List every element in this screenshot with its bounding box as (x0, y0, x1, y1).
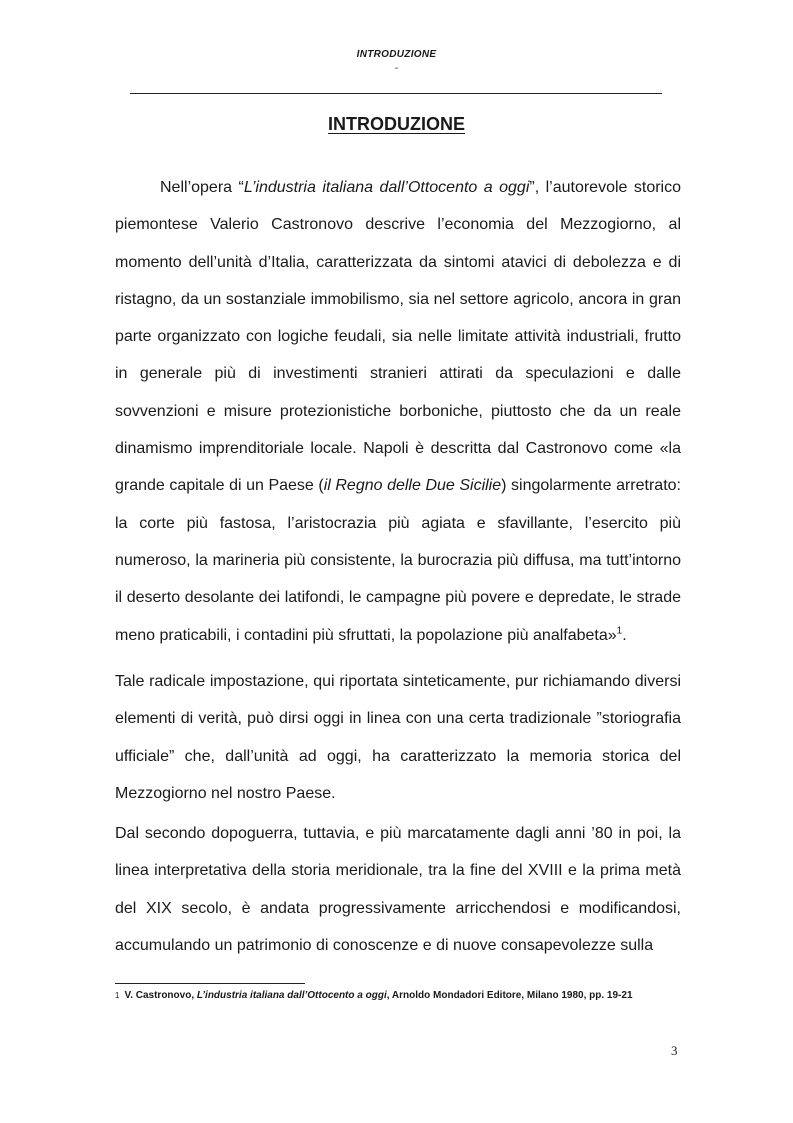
footnote-book-title: L’industria italiana dall’Ottocento a oggi (196, 990, 387, 1001)
running-header-dash: - (394, 63, 399, 74)
p1-book-title: L’industria italiana dall’Ottocento a oggi (243, 179, 530, 196)
footnote-number: 1 (115, 991, 120, 1000)
footnote-reference[interactable]: 1 (616, 625, 623, 637)
running-header-title: INTRODUZIONE (356, 49, 437, 60)
footnote-publication: , Arnoldo Mondadori Editore, Milano 1980, pp. 19-21 (386, 990, 633, 1001)
page-number: 3 (671, 1043, 678, 1058)
p1-text-3: ) singolarmente arretrato: la corte più fastosa, l’aristocrazia più agiata e sfavillante, l’esercito più numeroso, la marineria più consistente, la burocrazia più diffusa, ma tutt’intorno il deserto desolante dei latifondi, le campagne più povere e depredate, le strade meno praticabili, i contadini più sfruttati, la popolazione più analfabeta» (115, 477, 681, 644)
p1-italic-kingdom: il Regno delle Due Sicilie (323, 477, 502, 495)
paragraph-2: Tale radicale impostazione, qui riportata sinteticamente, pur richiamando diversi elementi di verità, può dirsi oggi in linea con una certa tradizionale ”storiografia ufficiale” che, dall’unità ad oggi, ha caratterizzato la memoria storica del Mezzogiorno nel nostro Paese. (115, 673, 681, 802)
paragraph-3: Dal secondo dopoguerra, tuttavia, e più marcatamente dagli anni ’80 in poi, la linea interpretativa della storia meridionale, tra la fine del XVIII e la prima metà del XIX secolo, è andata progressivamente arricchendosi e modificandosi, accumulando un patrimonio di conoscenze e di nuove consapevolezze sulla (115, 825, 681, 954)
footnote (115, 990, 715, 1001)
header-rule (130, 93, 662, 94)
chapter-title: INTRODUZIONE (328, 114, 465, 134)
p1-text-4: . (622, 626, 627, 644)
p1-text-1: Nell’opera “ (160, 179, 244, 196)
p1-text-2: ”, l’autorevole storico piemontese Valerio Castronovo descrive l’economia del Mezzogiorno, al momento dell’unità d’Italia, caratterizzata da sintomi atavici di debolezza e di ristagno, da un sostanziale immobilismo, sia nel settore agricolo, ancora in gran parte organizzato con logiche feudali, sia nelle limitate attività industriali, frutto in generale più di investimenti stranieri attirati da speculazioni e dalle sovvenzioni e misure protezionistiche borboniche, piuttosto che da un reale dinamismo imprenditoriale locale. Napoli è descritta dal Castronovo come «la grande capitale di un Paese ( (115, 179, 682, 495)
footnote-author: V. Castronovo, (124, 990, 197, 1001)
paragraph-1 (115, 169, 681, 654)
footnote-rule (115, 983, 305, 984)
